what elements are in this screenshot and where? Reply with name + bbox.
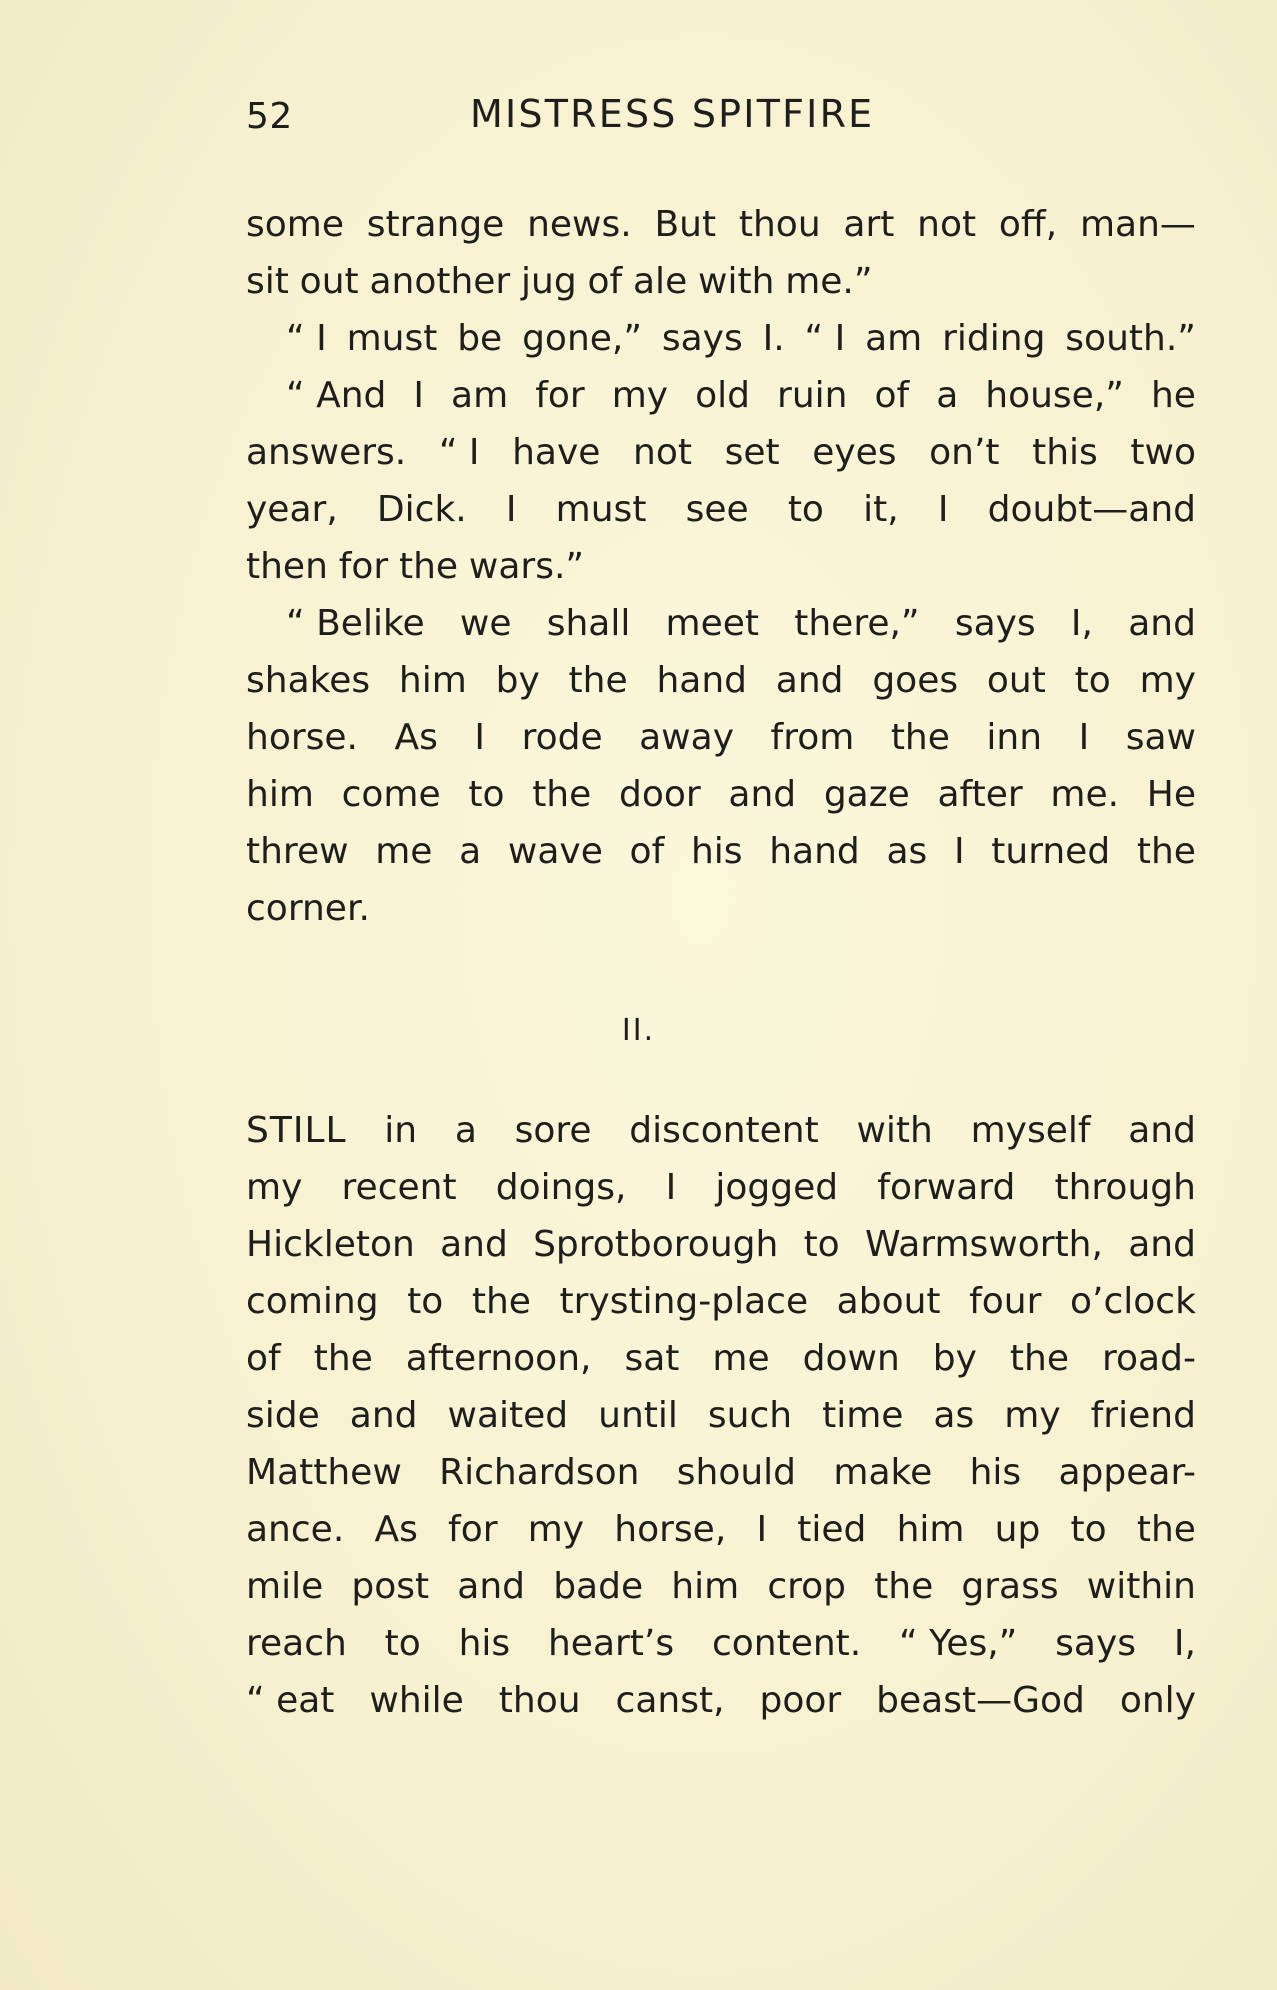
word: tied <box>797 1509 867 1550</box>
word: me. <box>1050 774 1120 815</box>
word: must <box>346 318 438 359</box>
word: sore <box>514 1110 592 1151</box>
word: As <box>374 1509 418 1550</box>
word: saw <box>1125 717 1196 758</box>
word: shall <box>546 603 631 644</box>
word: news. <box>527 204 632 245</box>
word: time <box>822 1395 904 1436</box>
word: me <box>712 1338 770 1379</box>
text-line <box>246 652 1196 709</box>
word: him <box>398 660 467 701</box>
word: strange <box>366 204 505 245</box>
word: art <box>843 204 895 245</box>
word: and <box>728 774 797 815</box>
text-line <box>246 367 1196 424</box>
word: I <box>937 489 949 530</box>
word: and <box>1128 1224 1196 1265</box>
word: Sprotborough <box>533 1224 779 1265</box>
word: eyes <box>812 432 897 473</box>
word: old <box>695 375 750 416</box>
text-line <box>246 1444 1196 1501</box>
word: such <box>707 1395 793 1436</box>
text-line <box>246 538 1196 595</box>
word: sit <box>246 261 289 302</box>
word: I <box>756 1509 768 1550</box>
word: Richardson <box>439 1452 640 1493</box>
word: his <box>969 1452 1022 1493</box>
word: and <box>440 1224 508 1265</box>
word: “ Yes,” <box>899 1623 1018 1664</box>
word: have <box>512 432 601 473</box>
word: the <box>471 1281 531 1322</box>
word: answers. <box>246 432 407 473</box>
word: set <box>724 432 780 473</box>
word: to <box>468 774 505 815</box>
text-line <box>246 424 1196 481</box>
word: my <box>246 1167 303 1208</box>
word: not <box>917 204 977 245</box>
word: me <box>375 831 433 872</box>
word: south.” <box>1065 318 1196 359</box>
word: mile <box>246 1566 324 1607</box>
word: crop <box>767 1566 846 1607</box>
word: there,” <box>794 603 920 644</box>
section-heading: II. <box>621 1013 656 1048</box>
word: to <box>787 489 824 530</box>
page-number: 52 <box>246 96 293 137</box>
word: in <box>384 1110 418 1151</box>
word: of <box>629 831 665 872</box>
word: the <box>1136 1509 1196 1550</box>
text-line <box>246 196 1196 253</box>
word: threw <box>246 831 349 872</box>
word: come <box>341 774 441 815</box>
word: year, <box>246 489 338 530</box>
word: forward <box>877 1167 1016 1208</box>
word: it, <box>863 489 899 530</box>
word: wave <box>507 831 603 872</box>
word: we <box>459 603 512 644</box>
text-line <box>246 1330 1196 1387</box>
word: to <box>1070 1509 1107 1550</box>
word: ale <box>633 261 688 302</box>
word: “ Belike <box>286 603 425 644</box>
word: says <box>661 318 743 359</box>
word: hand <box>656 660 747 701</box>
word: “ And <box>286 375 387 416</box>
word: house,” <box>985 375 1124 416</box>
word: rode <box>521 717 603 758</box>
text-line <box>246 1273 1196 1330</box>
word: jogged <box>715 1167 839 1208</box>
word: make <box>833 1452 933 1493</box>
word: discontent <box>629 1110 819 1151</box>
word: for <box>448 1509 498 1550</box>
text-line <box>246 1615 1196 1672</box>
word: meet <box>665 603 760 644</box>
word: inn <box>986 717 1043 758</box>
word: of <box>246 1338 281 1379</box>
word: am <box>865 318 923 359</box>
word: up <box>994 1509 1041 1550</box>
word: to <box>803 1224 840 1265</box>
word: wars.” <box>468 546 585 587</box>
word: the <box>1009 1338 1070 1379</box>
word: by <box>495 660 540 701</box>
text-line <box>246 310 1196 367</box>
word: his <box>458 1623 511 1664</box>
word: must <box>555 489 647 530</box>
word: the <box>532 774 592 815</box>
word: “ I <box>804 318 846 359</box>
word: within <box>1086 1566 1196 1607</box>
word: I <box>413 375 425 416</box>
word: beast—God <box>876 1680 1085 1721</box>
word: another <box>369 261 511 302</box>
text-line <box>246 1216 1196 1273</box>
word: by <box>932 1338 977 1379</box>
word: from <box>770 717 855 758</box>
word: me.” <box>785 261 873 302</box>
word: goes <box>872 660 959 701</box>
word: while <box>369 1680 464 1721</box>
word: shakes <box>246 660 371 701</box>
word: and <box>349 1395 418 1436</box>
word: of <box>587 261 623 302</box>
word: ruin <box>777 375 848 416</box>
word: four <box>969 1281 1042 1322</box>
word: I <box>953 831 965 872</box>
word: “ I <box>286 318 327 359</box>
word: poor <box>759 1680 842 1721</box>
word: gaze <box>823 774 910 815</box>
word: door <box>618 774 701 815</box>
word: Dick. <box>376 489 467 530</box>
word: myself <box>970 1110 1091 1151</box>
word: with <box>856 1110 933 1151</box>
text-line <box>246 823 1196 880</box>
word: on’t <box>929 432 1000 473</box>
word: Hickleton <box>246 1224 415 1265</box>
word: I, <box>1070 603 1093 644</box>
word: recent <box>341 1167 457 1208</box>
word: coming <box>246 1281 379 1322</box>
word: see <box>685 489 749 530</box>
word: side <box>246 1395 320 1436</box>
word: horse. <box>246 717 358 758</box>
word: am <box>451 375 509 416</box>
word: down <box>802 1338 900 1379</box>
word: I. <box>762 318 785 359</box>
word: gone,” <box>522 318 642 359</box>
word: be <box>457 318 503 359</box>
text-line <box>246 1558 1196 1615</box>
word: heart’s <box>547 1623 675 1664</box>
word: man— <box>1079 204 1196 245</box>
word: and <box>1128 1110 1196 1151</box>
word: “ eat <box>246 1680 335 1721</box>
word: a <box>454 1110 477 1151</box>
word: the <box>313 1338 373 1379</box>
running-title: MISTRESS SPITFIRE <box>470 92 875 136</box>
word: turned <box>991 831 1111 872</box>
word: doings, <box>495 1167 627 1208</box>
word: with <box>698 261 775 302</box>
text-line <box>246 1672 1196 1729</box>
word: trysting-place <box>559 1281 809 1322</box>
word: hand <box>769 831 860 872</box>
word: him <box>671 1566 740 1607</box>
word: says <box>1055 1623 1137 1664</box>
word: ance. <box>246 1509 345 1550</box>
word: through <box>1054 1167 1196 1208</box>
word: thou <box>738 204 821 245</box>
word: for <box>338 546 389 587</box>
word: I, <box>1173 1623 1196 1664</box>
text-block-part2 <box>246 1102 1196 1729</box>
word: says <box>954 603 1036 644</box>
word: to <box>384 1623 421 1664</box>
word: corner. <box>246 888 370 929</box>
word: and <box>775 660 844 701</box>
word: away <box>639 717 734 758</box>
word: Warmsworth, <box>864 1224 1103 1265</box>
word: a <box>936 375 959 416</box>
word: not <box>633 432 692 473</box>
word: doubt—and <box>987 489 1196 530</box>
word: out <box>986 660 1046 701</box>
word: thou <box>498 1680 581 1721</box>
word: my <box>527 1509 585 1550</box>
word: about <box>836 1281 941 1322</box>
word: as <box>886 831 928 872</box>
word: content. <box>711 1623 862 1664</box>
word: his <box>690 831 743 872</box>
word: until <box>598 1395 678 1436</box>
word: I <box>665 1167 677 1208</box>
word: post <box>351 1566 430 1607</box>
word: the <box>568 660 628 701</box>
word: riding <box>942 318 1046 359</box>
word: and <box>457 1566 526 1607</box>
text-line <box>246 880 1196 937</box>
word: waited <box>447 1395 569 1436</box>
text-line <box>246 766 1196 823</box>
text-line <box>246 595 1196 652</box>
word: some <box>246 204 344 245</box>
word: sat <box>624 1338 680 1379</box>
word: as <box>933 1395 975 1436</box>
word: o’clock <box>1069 1281 1196 1322</box>
word: friend <box>1090 1395 1196 1436</box>
word: to <box>1074 660 1111 701</box>
word: my <box>611 375 669 416</box>
word: the <box>399 546 459 587</box>
word: reach <box>246 1623 347 1664</box>
word: the <box>890 717 950 758</box>
word: “ I <box>438 432 480 473</box>
word: I <box>505 489 517 530</box>
word: I <box>1078 717 1090 758</box>
text-line <box>246 709 1196 766</box>
word: then <box>246 546 328 587</box>
word: of <box>874 375 910 416</box>
word: out <box>299 261 359 302</box>
text-line <box>246 1501 1196 1558</box>
word: a <box>459 831 482 872</box>
word: for <box>535 375 585 416</box>
word: appear- <box>1058 1452 1196 1493</box>
word: He <box>1146 774 1196 815</box>
word: off, <box>998 204 1058 245</box>
word: only <box>1119 1680 1196 1721</box>
word: But <box>654 204 717 245</box>
page-header <box>246 92 1146 152</box>
word: I <box>474 717 486 758</box>
text-line <box>246 1387 1196 1444</box>
word: grass <box>961 1566 1059 1607</box>
word: As <box>394 717 438 758</box>
word: him <box>896 1509 965 1550</box>
word: to <box>407 1281 444 1322</box>
word: two <box>1130 432 1196 473</box>
word: jug <box>521 261 577 302</box>
word: should <box>676 1452 797 1493</box>
word: he <box>1150 375 1196 416</box>
word: my <box>1139 660 1196 701</box>
word: road- <box>1102 1338 1196 1379</box>
text-block-part1 <box>246 196 1196 937</box>
word: canst, <box>615 1680 725 1721</box>
word: the <box>1136 831 1196 872</box>
text-line <box>246 1159 1196 1216</box>
word: horse, <box>614 1509 727 1550</box>
word: Matthew <box>246 1452 402 1493</box>
word: this <box>1032 432 1098 473</box>
word: afternoon, <box>405 1338 592 1379</box>
text-line <box>246 253 1196 310</box>
word: bade <box>553 1566 644 1607</box>
word: him <box>246 774 314 815</box>
word: after <box>937 774 1023 815</box>
text-line <box>246 481 1196 538</box>
word: and <box>1128 603 1196 644</box>
word: my <box>1004 1395 1061 1436</box>
word: the <box>874 1566 934 1607</box>
text-line <box>246 1102 1196 1159</box>
word: STILL <box>246 1110 347 1151</box>
